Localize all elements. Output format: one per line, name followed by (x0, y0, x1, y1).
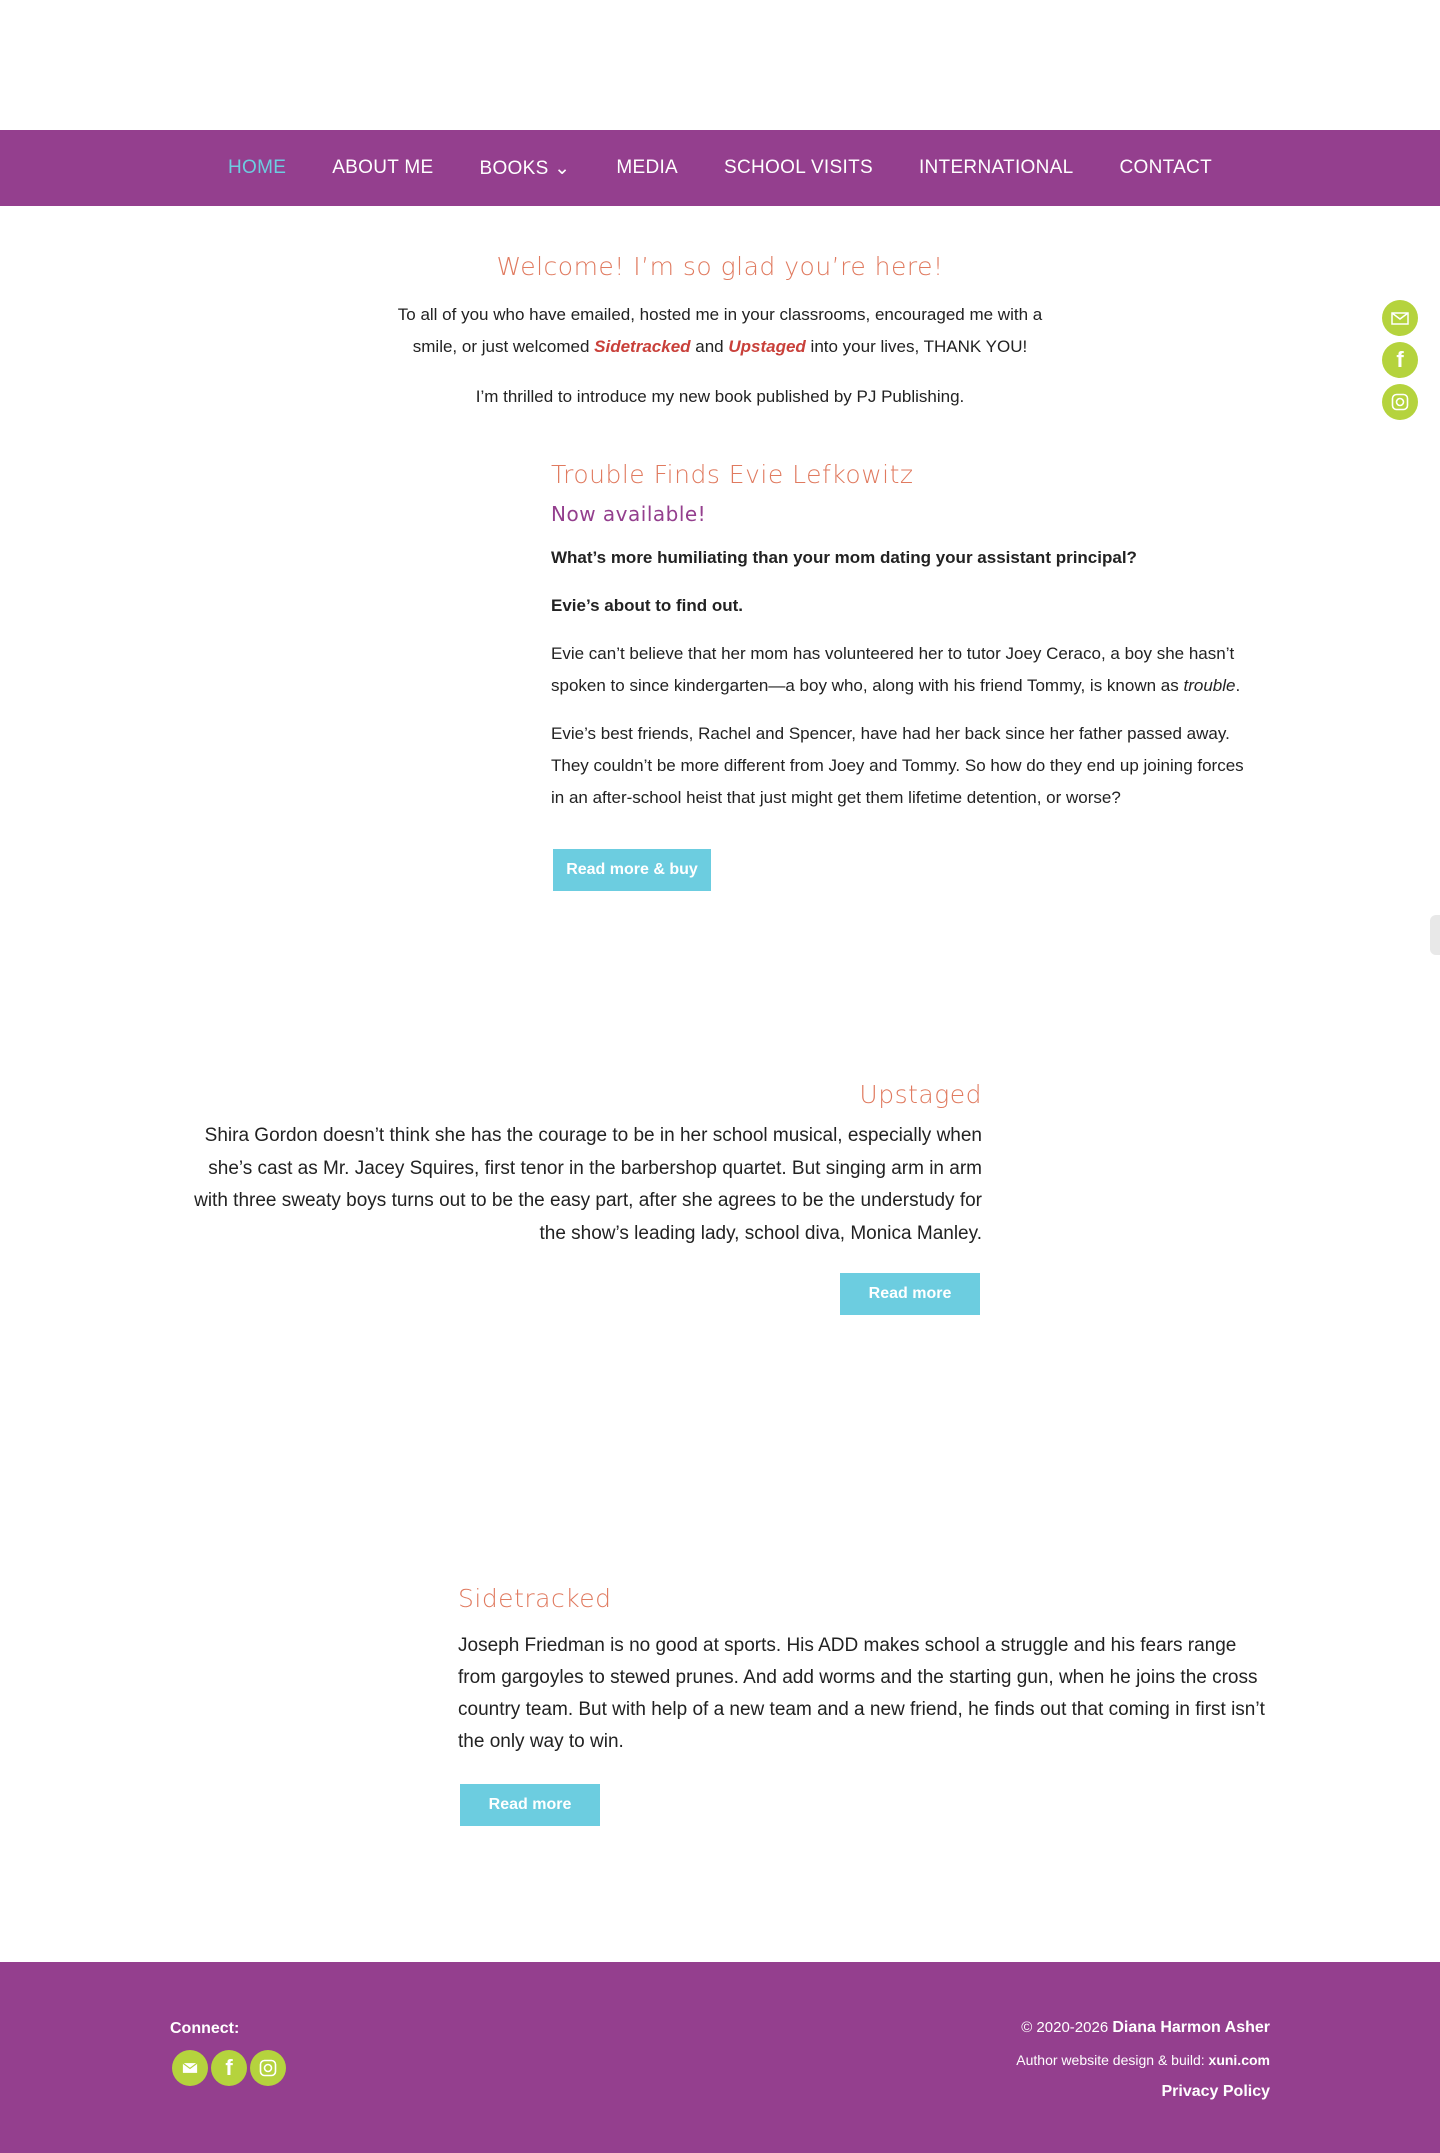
tagline: Evie’s about to find out. (551, 596, 744, 615)
facebook-icon[interactable]: f (211, 2050, 247, 2086)
text: trouble (1183, 676, 1236, 695)
email-icon[interactable] (172, 2050, 208, 2086)
footer (0, 1962, 1440, 2153)
side-tab[interactable] (1430, 915, 1440, 955)
upstaged-read-more-button[interactable]: Read more (840, 1273, 980, 1315)
text: Evie can’t believe that her mom has volunteered her to tutor Joey Ceraco, a boy she hasn’t spoken to since kindergarten—a boy who, along with his friend Tommy, is known as (551, 644, 1235, 695)
text: Author website design & build: (1016, 2052, 1209, 2068)
nav-media[interactable]: MEDIA (616, 157, 679, 178)
welcome-text (370, 299, 1070, 363)
text: into your lives, THANK YOU! (805, 337, 1028, 356)
privacy-policy-link[interactable]: Privacy Policy (1161, 2083, 1270, 2100)
now-available: Now available! (551, 502, 707, 526)
book-sidetracked[interactable]: Sidetracked (594, 337, 691, 356)
book-upstaged[interactable]: Upstaged (728, 337, 806, 356)
nav-about-me[interactable]: ABOUT ME (332, 157, 434, 178)
instagram-icon[interactable] (250, 2050, 286, 2086)
welcome-line: To all of you who have emailed, hosted me in your classrooms, encouraged me with a (397, 305, 1043, 324)
facebook-icon[interactable]: f (1382, 342, 1418, 378)
sidetracked-read-more-button[interactable]: Read more (460, 1784, 600, 1826)
nav-school-visits[interactable]: SCHOOL VISITS (724, 157, 873, 178)
book-title-upstaged: Upstaged (859, 1080, 982, 1109)
credit (1016, 2044, 1270, 2076)
footer-social (172, 2050, 286, 2086)
text: and (690, 337, 729, 356)
nav-contact[interactable]: CONTACT (1119, 157, 1212, 178)
nav-home[interactable]: HOME (227, 157, 287, 178)
main-nav (0, 130, 1440, 206)
tagline: What’s more humiliating than your mom dating your assistant principal? (551, 548, 1137, 567)
nav-international[interactable]: INTERNATIONAL (918, 157, 1074, 178)
trouble-section (551, 458, 1261, 814)
xuni-link[interactable]: xuni.com (1208, 2052, 1270, 2068)
text: © 2020-2026 (1021, 2019, 1113, 2036)
welcome-title: Welcome! I’m so glad you’re here! (496, 252, 944, 281)
footer-right (1016, 2012, 1270, 2108)
email-icon[interactable] (1382, 300, 1418, 336)
read-more-buy-button[interactable]: Read more & buy (553, 849, 711, 891)
welcome-line (370, 331, 1070, 363)
nav-books[interactable]: BOOKS ⌄ (479, 157, 571, 179)
book-title-sidetracked: Sidetracked (458, 1584, 612, 1613)
copyright (1016, 2012, 1270, 2044)
sidetracked-description: Joseph Friedman is no good at sports. His ADD makes school a struggle and his fears range from gargoyles to stewed prunes. And add worms and the starting gun, when he joins the cross country team. But with help of a new team and a new friend, he finds out that coming in first isn’t the only way to win. (458, 1635, 1265, 1752)
author-name: Diana Harmon Asher (1112, 2019, 1270, 2036)
text: smile, or just welcomed (412, 337, 595, 356)
upstaged-description: Shira Gordon doesn’t think she has the courage to be in her school musical, especially when she’s cast as Mr. Jacey Squires, first tenor in the barbershop quartet. But singing arm in arm with three sweaty boys turns out to be the easy part, after she agrees to be the understudy for the show’s leading lady, school diva, Monica Manley. (194, 1125, 982, 1244)
book-title: Trouble Finds Evie Lefkowitz (551, 460, 914, 489)
description (551, 638, 1261, 702)
description: Evie’s best friends, Rachel and Spencer, have had her back since her father passed away. They couldn’t be more different from Joey and Tommy. So how do they end up joining forces in an after-school heist that just might get them lifetime detention, or worse? (551, 724, 1244, 807)
text: . (1235, 676, 1241, 695)
intro-text: I’m thrilled to introduce my new book published by PJ Publishing. (475, 387, 965, 406)
connect-label: Connect: (170, 2020, 240, 2037)
